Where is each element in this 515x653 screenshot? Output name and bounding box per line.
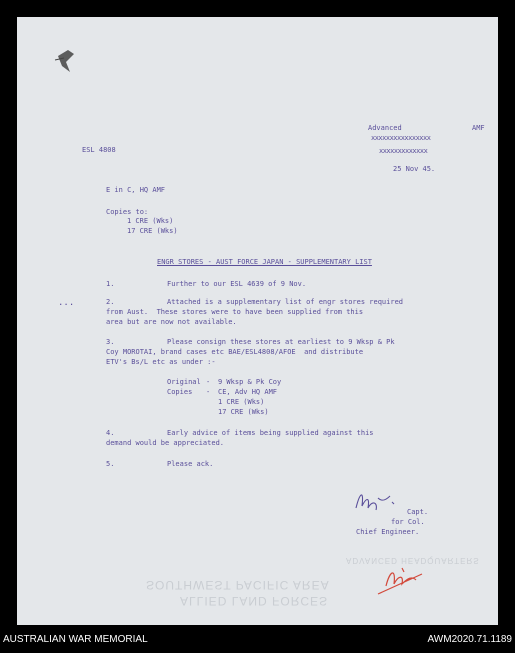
- distribution-separator: -: [206, 388, 211, 396]
- footer-record-id: AWM2020.71.1189: [427, 634, 512, 645]
- paragraph-line: Please consign these stores at earliest to 9 Wksp & Pk: [167, 338, 395, 346]
- paragraph-line: area but are now not available.: [106, 318, 237, 326]
- distribution-copy: 17 CRE (Wks): [218, 408, 269, 416]
- letterhead-redacted-2: xxxxxxxxxxxxx: [379, 147, 428, 155]
- paragraph-line: Attached is a supplementary list of engr stores required: [167, 298, 404, 306]
- subject-heading: ENGR STORES - AUST FORCE JAPAN - SUPPLEMENTARY LIST: [157, 258, 372, 266]
- copies-item: 17 CRE (Wks): [127, 227, 178, 235]
- paragraph-number: 3.: [106, 338, 115, 346]
- paragraph-line: Please ack.: [167, 460, 214, 468]
- paragraph-number: 5.: [106, 460, 115, 468]
- letter-date: 25 Nov 45.: [393, 165, 436, 173]
- file-reference: ESL 4808: [82, 146, 116, 154]
- paragraph-line: demand would be appreciated.: [106, 439, 225, 447]
- signature-title: Chief Engineer.: [356, 528, 420, 536]
- letterhead-redacted-1: xxxxxxxxxxxxxxxx: [371, 134, 431, 142]
- red-handwritten-mark: [372, 560, 432, 600]
- handwritten-signature: [352, 488, 400, 514]
- distribution-copy: 1 CRE (Wks): [218, 398, 265, 406]
- signature-for: for Col.: [391, 518, 425, 526]
- paragraph-number: 2.: [106, 298, 115, 306]
- letterhead-amf: AMF: [472, 124, 485, 132]
- distribution-copy: CE, Adv HQ AMF: [218, 388, 278, 396]
- footer-archive-name: AUSTRALIAN WAR MEMORIAL: [3, 634, 148, 645]
- margin-mark: ...: [58, 298, 75, 308]
- paragraph-number: 4.: [106, 429, 115, 437]
- paragraph-line: ETV's Bs/L etc as under :-: [106, 358, 216, 366]
- stamp-line-1: ADVANCED HEADQUARTERS: [346, 556, 480, 565]
- paragraph-number: 1.: [106, 280, 115, 288]
- paragraph-line: Early advice of items being supplied against this: [167, 429, 374, 437]
- distribution-separator: -: [206, 378, 211, 386]
- addressee: E in C, HQ AMF: [106, 186, 166, 194]
- paragraph-line: Further to our ESL 4639 of 9 Nov.: [167, 280, 307, 288]
- document-page: [17, 17, 498, 625]
- paragraph-line: from Aust. These stores were to have been supplied from this: [106, 308, 364, 316]
- copies-item: 1 CRE (Wks): [127, 217, 174, 225]
- distribution-original-label: Original: [167, 378, 201, 386]
- letterhead-advanced: Advanced: [368, 124, 402, 132]
- distribution-original-value: 9 Wksp & Pk Coy: [218, 378, 282, 386]
- stamp-line-2: SOUTHWEST PACIFIC AREA: [146, 578, 330, 592]
- copies-label: Copies to:: [106, 208, 149, 216]
- distribution-copies-label: Copies: [167, 388, 193, 396]
- signature-rank: Capt.: [407, 508, 429, 516]
- paragraph-line: Coy MOROTAI, brand cases etc BAE/ESL4808/AFOE and distribute: [106, 348, 364, 356]
- stamp-line-3: ALLIED LAND FORCES: [180, 594, 329, 608]
- punch-mark: [52, 42, 82, 78]
